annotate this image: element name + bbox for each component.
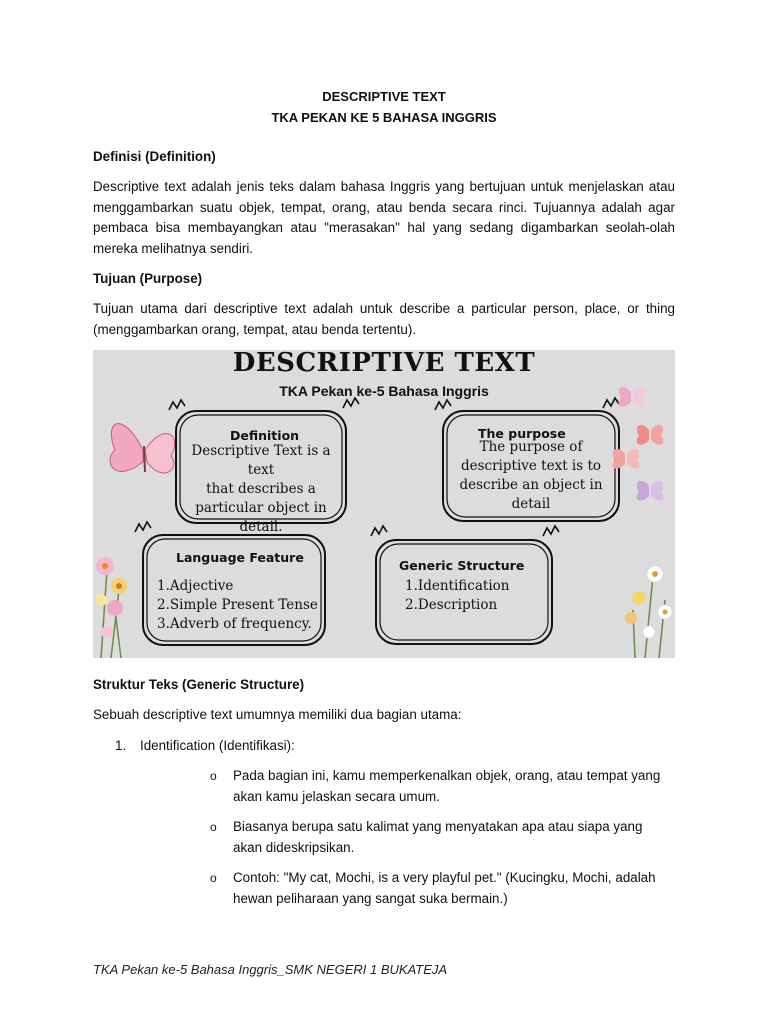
bullet-icon: o [210,769,217,783]
list-label: Identification (Identifikasi): [140,737,295,753]
sub-list-item [140,766,675,807]
definition-line: detail. [239,519,283,535]
purpose-paragraph: Tujuan utama dari descriptive text adalah untuk describe a particular person, place, or thing (menggambarkan orang, tempat, atau benda tertentu). [93,301,675,337]
language-item: 2.Simple Present Tense [157,597,318,613]
butterfly-icon [110,424,175,473]
structure-heading: Struktur Teks (Generic Structure) [93,677,305,692]
document-subtitle: TKA PEKAN KE 5 BAHASA INGGRIS [271,110,497,125]
generic-box-list [405,577,509,615]
infographic-title: DESCRIPTIVE TEXT [232,350,536,378]
sub-list-item [140,817,675,858]
flower-icon [625,566,672,658]
language-item: 3.Adverb of frequency. [157,616,312,632]
definition-line: that describes a [206,481,316,497]
purpose-line: The purpose of [479,439,583,455]
bullet-icon: o [210,871,217,885]
generic-item: 2.Description [405,597,498,613]
generic-box-title: Generic Structure [399,558,525,573]
bullet-icon: o [210,820,217,834]
sub-list-item [140,868,675,909]
list-item [93,736,675,910]
definition-heading: Definisi (Definition) [93,149,216,164]
sub-list-text: Pada bagian ini, kamu memperkenalkan objek, orang, atau tempat yang akan kamu jelaskan secara umum. [233,768,661,804]
infographic-subtitle: TKA Pekan ke-5 Bahasa Inggris [279,383,489,399]
infographic-image [93,350,675,658]
sub-list-text: Contoh: "My cat, Mochi, is a very playful pet." (Kucingku, Mochi, adalah hewan peliharaan yang sangat suka bermain.) [233,870,656,906]
definition-box-title: Definition [230,428,300,443]
generic-item: 1.Identification [405,578,510,594]
definition-line: particular object in [195,500,327,516]
language-item: 1.Adjective [157,578,234,594]
list-number: 1. [115,737,127,753]
flower-icon [95,557,127,658]
purpose-heading: Tujuan (Purpose) [93,271,203,286]
purpose-line: describe an object in [459,477,603,493]
language-box-list [157,577,318,634]
purpose-box-text [448,438,614,514]
document-page [93,86,675,919]
definition-paragraph: Descriptive text adalah jenis teks dalam bahasa Inggris yang bertujuan untuk menjelaskan atau menggambarkan suatu objek, tempat, orang, atau benda secara rinci. Tujuannya adalah agar pembaca bisa membayangkan atau "merasakan" hal yang sedang digambarkan seolah-olah mereka melihatnya sendiri. [93,179,675,256]
structure-list [93,736,675,910]
butterfly-icon [613,387,664,501]
structure-intro: Sebuah descriptive text umumnya memiliki dua bagian utama: [93,707,462,722]
purpose-line: descriptive text is to [460,458,602,474]
purpose-line: detail [511,496,551,512]
definition-box-text [181,442,341,537]
sub-list [140,766,675,909]
document-title: DESCRIPTIVE TEXT [322,89,446,104]
sub-list-text: Biasanya berupa satu kalimat yang menyatakan apa atau siapa yang akan dideskripsikan. [233,819,643,855]
page-footer: TKA Pekan ke-5 Bahasa Inggris_SMK NEGERI 1 BUKATEJA [93,962,448,977]
language-box-title: Language Feature [176,550,304,565]
definition-line: Descriptive Text is a text [191,443,331,478]
purpose-box-title: The purpose [478,426,566,441]
